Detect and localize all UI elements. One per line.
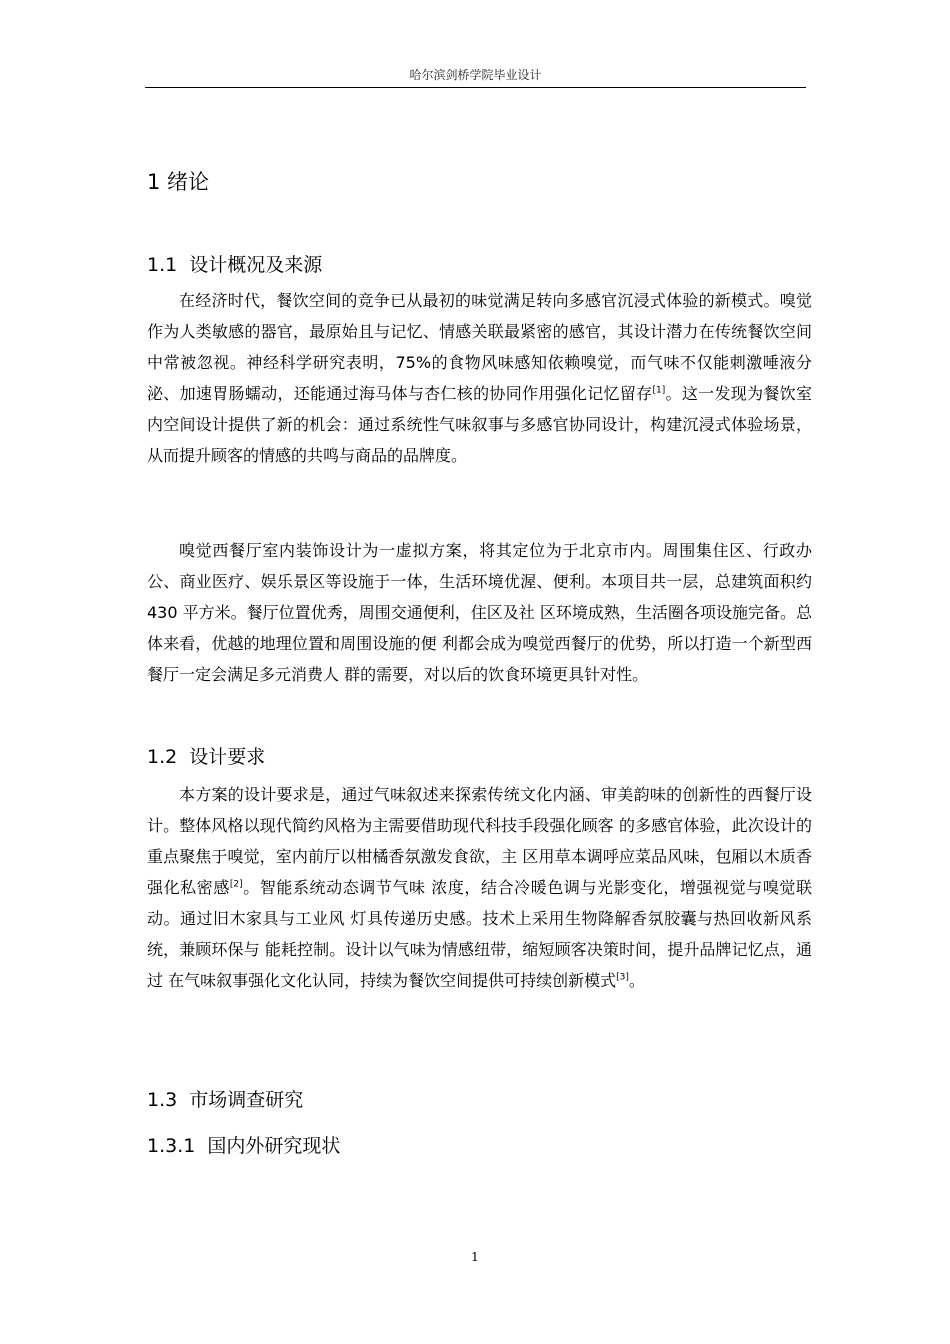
citation: [3]	[616, 972, 629, 983]
paragraph-2	[147, 535, 812, 690]
section-title: 设计概况及来源	[189, 254, 323, 276]
page-number: 1	[471, 1250, 479, 1264]
section-title: 市场调查研究	[189, 1089, 304, 1111]
section-heading-1-1	[147, 250, 322, 277]
section-heading-1-3	[147, 1085, 303, 1112]
section-number: 1.1	[147, 254, 178, 276]
paragraph-text: 嗅觉西餐厅室内装饰设计为一虚拟方案，将其定位为于北京市内。周围集住区、行政办公、商业医疗、娱乐景区等设施于一体，生活环境优渥、便利。本项目共一层，总建筑面积约 430 平方米。餐厅位置优秀，周围交通便利，住区及社 区环境成熟，生活圈各项设施完备。总体来看，优越的地理位置和周围设施的便 利都会成为嗅觉西餐厅的优势，所以打造一个新型西餐厅一定会满足多元消费人 群的需要，对以后的饮食环境更具针对性。	[147, 541, 812, 684]
section-title: 设计要求	[189, 746, 266, 768]
citation: [2]	[229, 879, 243, 890]
section-number: 1.2	[147, 746, 178, 768]
paragraph-text: 。智能系统动态调节气味 浓度，结合冷暖色调与光影变化，增强视觉与嗅觉联动。通过旧木家具与工业风 灯具传递历史感。技术上采用生物降解香氛胶囊与热回收新风系统，兼顾环保与 能耗控制。设计以气味为情感纽带，缩短顾客决策时间，提升品牌记忆点，通过 在气味叙事强化文化认同，持续为餐饮空间提供可持续创新模式	[147, 878, 812, 990]
paragraph-3	[147, 779, 812, 996]
paragraph-text: 。这一发现为餐饮室内空间设计提供了新的机会：通过系统性气味叙事与多感官协同设计，构建沉浸式体验场景，从而提升顾客的情感的共鸣与商品的品牌度。	[147, 384, 812, 465]
paragraph-1	[147, 285, 812, 471]
section-number: 1.3	[147, 1089, 178, 1111]
running-header: 哈尔滨剑桥学院毕业设计	[409, 68, 542, 82]
section-number: 1.3.1	[147, 1135, 196, 1157]
paragraph-text: 本方案的设计要求是，通过气味叙述来探索传统文化内涵、审美韵味的创新性的西餐厅设计。整体风格以现代简约风格为主需要借助现代科技手段强化顾客 的多感官体验，此次设计的重点聚焦于嗅觉，室内前厅以柑橘香氛激发食欲，主 区用草本调呼应菜品风味，包厢以木质香强化私密感	[147, 785, 812, 897]
section-title: 国内外研究现状	[207, 1135, 341, 1157]
citation: [1]	[652, 385, 666, 396]
paragraph-text: 。	[628, 971, 645, 990]
header-rule	[145, 87, 806, 88]
section-heading-1-2	[147, 742, 265, 769]
chapter-title: 1 绪论	[147, 170, 210, 194]
section-heading-1-3-1	[147, 1131, 340, 1158]
paragraph-text: 在经济时代，餐饮空间的竞争已从最初的味觉满足转向多感官沉浸式体验的新模式。嗅觉作为人类敏感的器官，最原始且与记忆、情感关联最紧密的感官，其设计潜力在传统餐饮空间中常被忽视。神经科学研究表明，75%的食物风味感知依赖嗅觉，而气味不仅能刺激唾液分泌、加速胃肠蠕动，还能通过海马体与杏仁核的协同作用强化记忆留存	[147, 291, 812, 403]
